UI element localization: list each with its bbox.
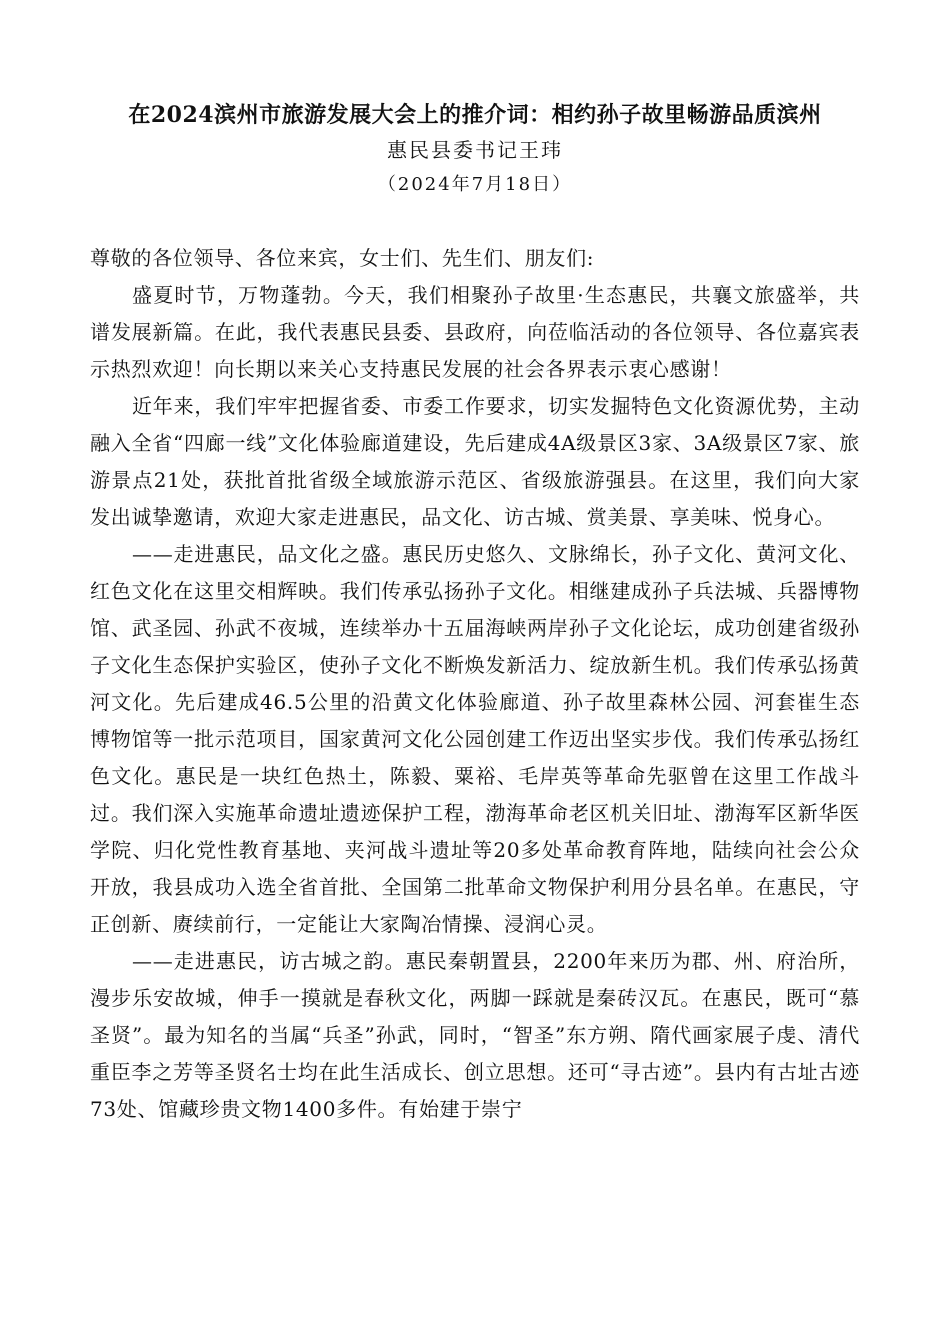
document-title: 在2024滨州市旅游发展大会上的推介词：相约孙子故里畅游品质滨州 <box>128 102 822 128</box>
paragraph-culture: ——走进惠民，品文化之盛。惠民历史悠久、文脉绵长，孙子文化、黄河文化、红色文化在这里交相辉映。我们传承弘扬孙子文化。相继建成孙子兵法城、兵器博物馆、武圣园、孙武不夜城，连续举办十五届海峡两岸孙子文化论坛，成功创建省级孙子文化生态保护实验区，使孙子文化不断焕发新活力、绽放新生机。我们传承弘扬黄河文化。先后建成46.5公里的沿黄文化体验廊道、孙子故里森林公园、河套崔生态博物馆等一批示范项目，国家黄河文化公园创建工作迈出坚实步伐。我们传承弘扬红色文化。惠民是一块红色热土，陈毅、粟裕、毛岸英等革命先驱曾在这里工作战斗过。我们深入实施革命遗址遗迹保护工程，渤海革命老区机关旧址、渤海军区新华医学院、归化党性教育基地、夹河战斗遗址等20多处革命教育阵地，陆续向社会公众开放，我县成功入选全省首批、全国第二批革命文物保护利用分县名单。在惠民，守正创新、赓续前行，一定能让大家陶冶情操、浸润心灵。 <box>90 542 860 936</box>
document-date: （2024年7月18日） <box>377 174 573 195</box>
paragraph-opening: 盛夏时节，万物蓬勃。今天，我们相聚孙子故里·生态惠民，共襄文旅盛举，共谱发展新篇。在此，我代表惠民县委、县政府，向莅临活动的各位领导、各位嘉宾表示热烈欢迎！向长期以来关心支持惠民发展的社会各界表示衷心感谢！ <box>90 283 860 381</box>
salutation: 尊敬的各位领导、各位来宾，女士们、先生们、朋友们: <box>90 246 595 270</box>
paragraph-overview: 近年来，我们牢牢把握省委、市委工作要求，切实发掘特色文化资源优势，主动融入全省“四廊一线”文化体验廊道建设，先后建成4A级景区3家、3A级景区7家、旅游景点21处，获批首批省级全域旅游示范区、省级旅游强县。在这里，我们向大家发出诚挚邀请，欢迎大家走进惠民，品文化、访古城、赏美景、享美味、悦身心。 <box>90 394 860 529</box>
paragraph-ancient-city: ——走进惠民，访古城之韵。惠民秦朝置县，2200年来历为郡、州、府治所，漫步乐安故城，伸手一摸就是春秋文化，两脚一踩就是秦砖汉瓦。在惠民，既可“慕圣贤”。最为知名的当属“兵圣”孙武，同时，“智圣”东方朔、隋代画家展子虔、清代重臣李之芳等圣贤名士均在此生活成长、创立思想。还可“寻古迹”。县内有古址古迹73处、馆藏珍贵文物1400多件。有始建于崇宁 <box>90 949 860 1121</box>
document-author: 惠民县委书记王玮 <box>387 138 563 162</box>
document-body <box>90 240 860 1128</box>
